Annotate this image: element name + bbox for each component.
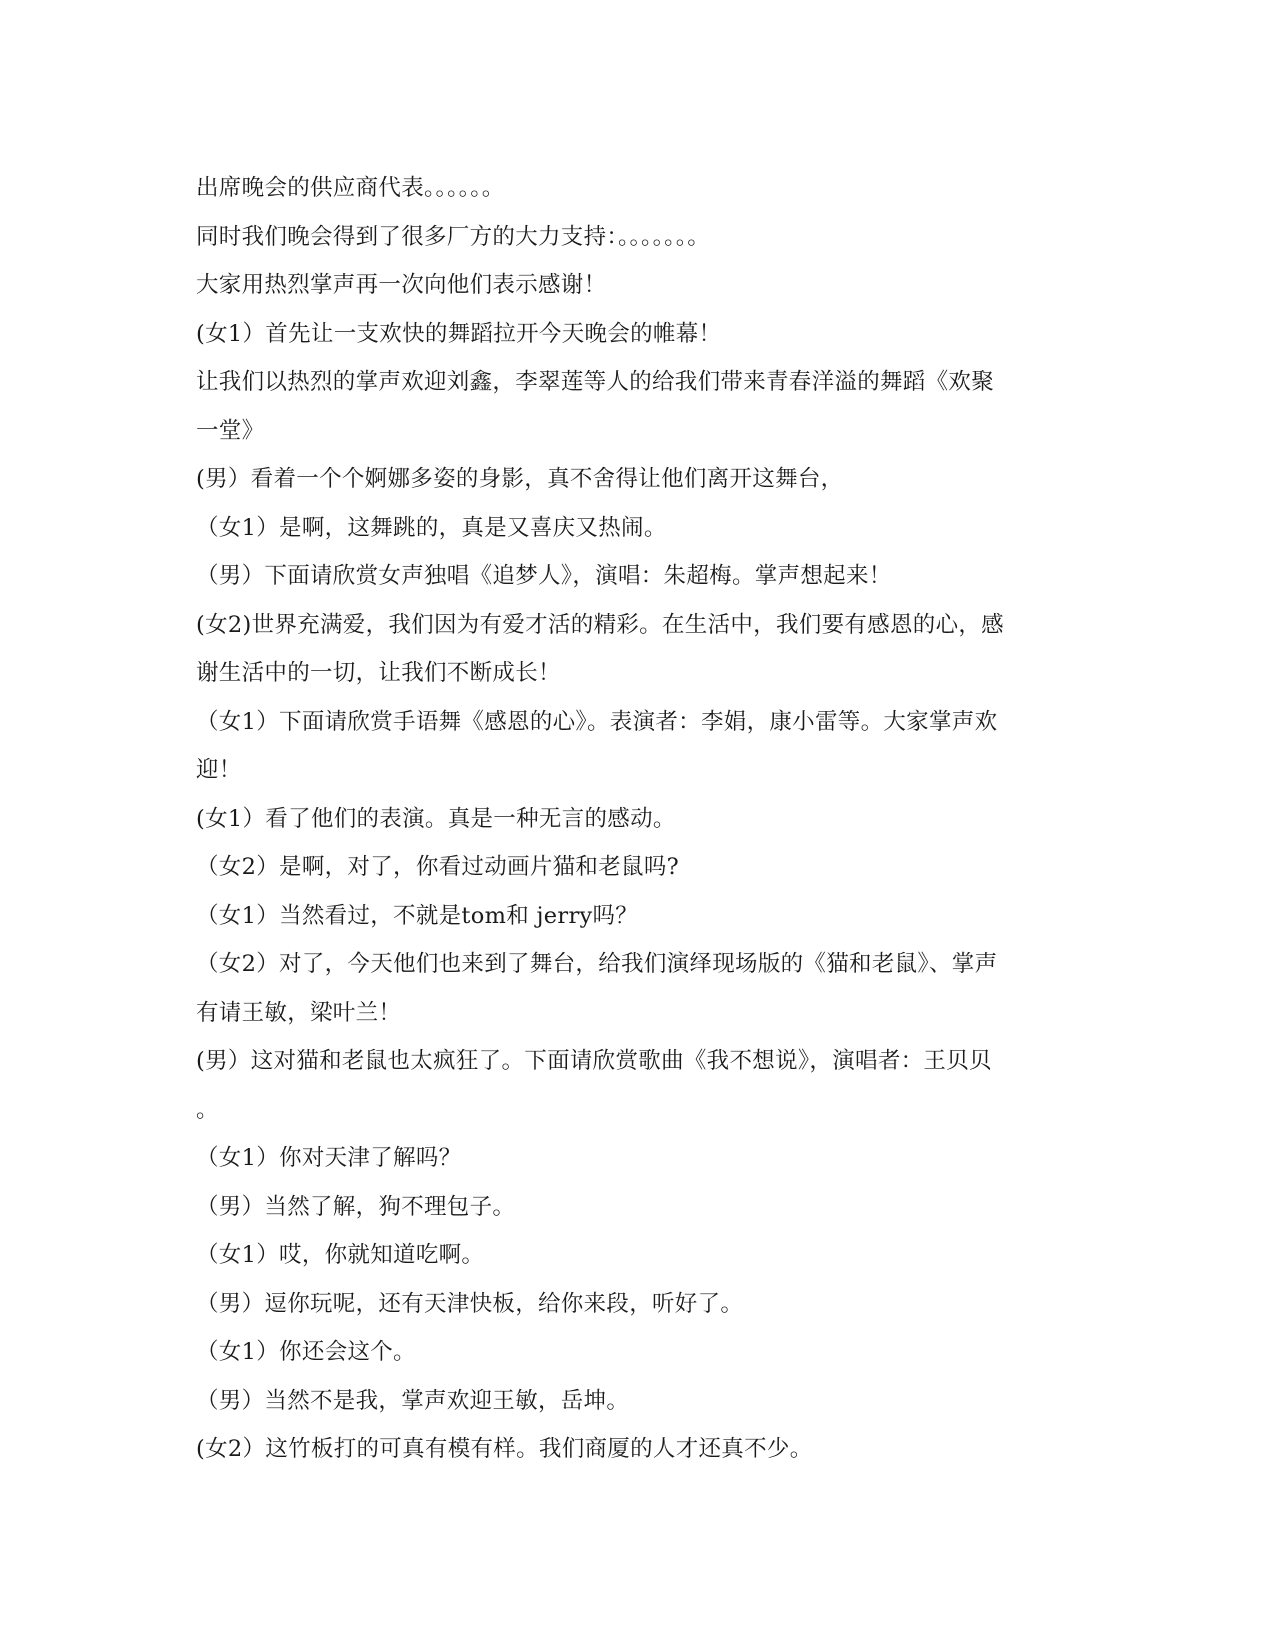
text-line: 出席晚会的供应商代表。。。。。。 <box>196 175 505 201</box>
text-line: (男）看着一个个婀娜多姿的身影，真不舍得让他们离开这舞台， <box>196 466 844 492</box>
text-line: （女1）哎，你就知道吃啊。 <box>196 1242 485 1268</box>
text-line: 一堂》 <box>196 417 265 444</box>
document-body <box>196 164 1086 1474</box>
text-line: 有请王敏，梁叶兰！ <box>196 999 402 1026</box>
text-line: （女2）对了，今天他们也来到了舞台，给我们演绎现场版的《猫和老鼠》、掌声 <box>196 951 998 977</box>
text-line: 同时我们晚会得到了很多厂方的大力支持：。。。。。。。 <box>196 223 711 250</box>
text-line: （男）当然了解，狗不理包子。 <box>196 1193 516 1220</box>
text-line: （女1）是啊，这舞跳的，真是又喜庆又热闹。 <box>196 514 667 541</box>
text-line: （男）当然不是我，掌声欢迎王敏，岳坤。 <box>196 1387 630 1414</box>
text-line: 谢生活中的一切，让我们不断成长！ <box>196 660 561 686</box>
text-line: (女1）看了他们的表演。真是一种无言的感动。 <box>196 805 676 832</box>
text-line: （女1）你还会这个。 <box>196 1339 416 1365</box>
text-line: （女2）是啊，对了，你看过动画片猫和老鼠吗? <box>196 854 679 880</box>
text-line: (女2）这竹板打的可真有模有样。我们商厦的人才还真不少。 <box>196 1436 813 1462</box>
text-line: （女1）下面请欣赏手语舞《感恩的心》。表演者：李娟，康小雷等。大家掌声欢 <box>196 708 998 735</box>
text-line: （女1）你对天津了解吗？ <box>196 1145 462 1171</box>
text-line: (男）这对猫和老鼠也太疯狂了。下面请欣赏歌曲《我不想说》，演唱者：王贝贝 <box>196 1048 992 1074</box>
text-line: （女1）当然看过，不就是tom和 jerry吗？ <box>196 902 639 929</box>
text-line: 大家用热烈掌声再一次向他们表示感谢！ <box>196 272 607 298</box>
text-line: 。 <box>196 1096 219 1123</box>
text-line: （男）下面请欣赏女声独唱《追梦人》，演唱：朱超梅。掌声想起来！ <box>196 563 892 589</box>
text-line: (女2)世界充满爱，我们因为有爱才活的精彩。在生活中，我们要有感恩的心，感 <box>196 611 1004 638</box>
text-line: 让我们以热烈的掌声欢迎刘鑫，李翠莲等人的给我们带来青春洋溢的舞蹈《欢聚 <box>196 369 995 395</box>
text-line: (女1）首先让一支欢快的舞蹈拉开今天晚会的帷幕！ <box>196 320 722 347</box>
text-line: 迎！ <box>196 757 242 783</box>
text-line: （男）逗你玩呢，还有天津快板，给你来段，听好了。 <box>196 1290 744 1317</box>
